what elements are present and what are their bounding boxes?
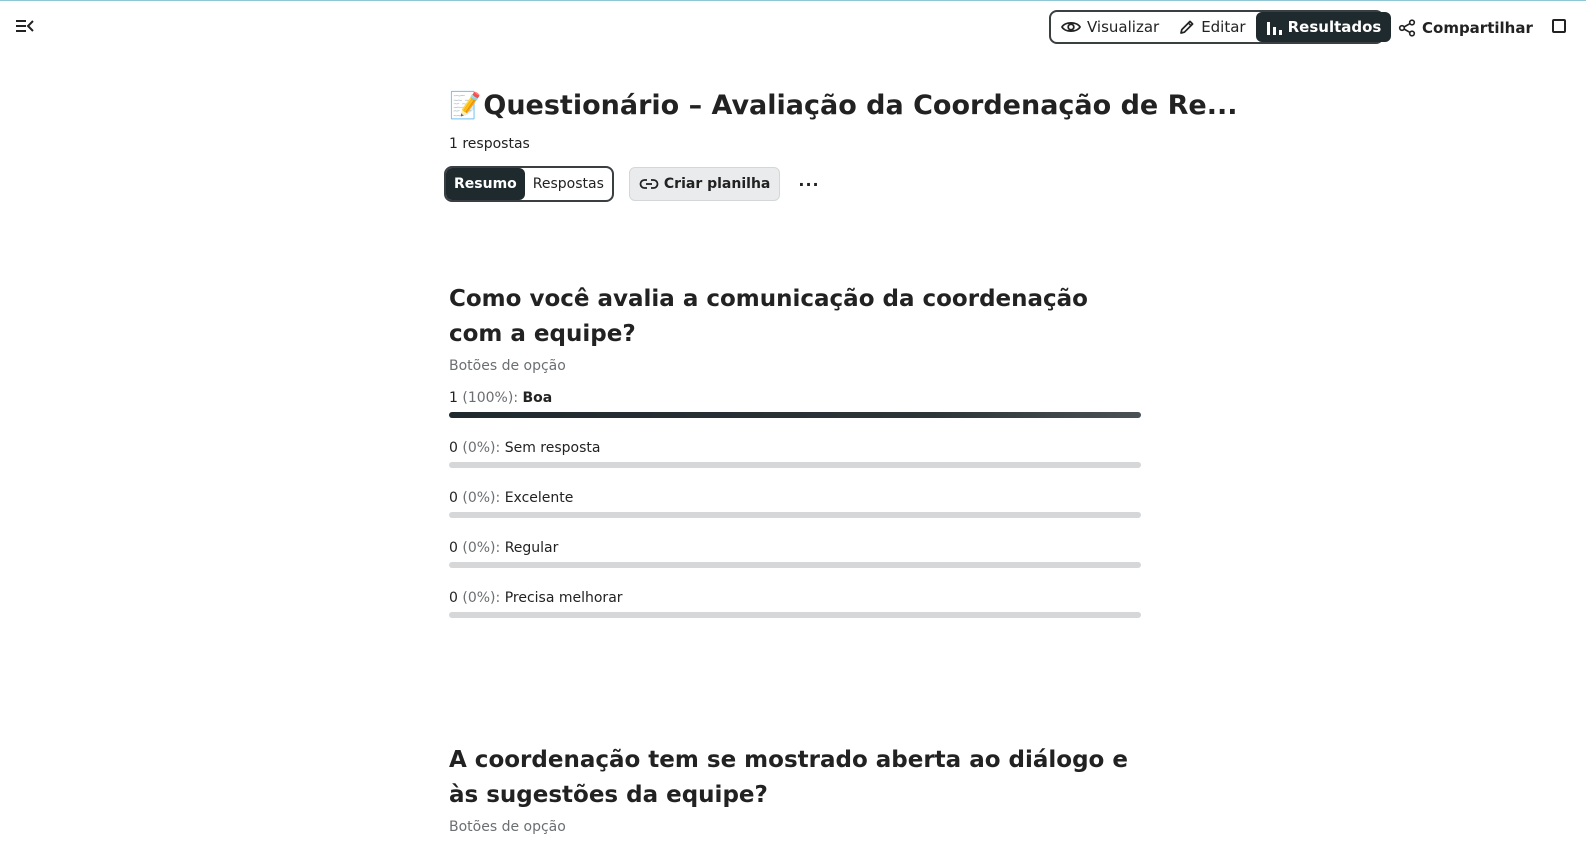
create-spreadsheet-label: Criar planilha: [663, 176, 771, 192]
memo-emoji: 📝: [449, 91, 482, 121]
option-bar-fill: [449, 412, 1141, 418]
option-name: Boa: [522, 390, 553, 406]
option-name: Excelente: [504, 490, 574, 506]
question-title: A coordenação tem se mostrado aberta ao diálogo e às sugestões da equipe?: [449, 747, 1128, 808]
option-result: [449, 538, 1149, 588]
option-bar-track: [449, 462, 1141, 468]
view-button-label: Visualizar: [1087, 18, 1160, 36]
view-button[interactable]: [1051, 12, 1169, 42]
option-percent: (0%):: [462, 590, 501, 606]
option-bar-track: [449, 412, 1141, 418]
results-button-label: Resultados: [1287, 18, 1382, 36]
option-count: 0: [449, 540, 458, 556]
results-tabs: [444, 166, 614, 202]
page-title-text: Questionário – Avaliação da Coordenação de Re...: [483, 90, 1238, 121]
question-card: [449, 282, 1149, 638]
view-mode-switch: [1049, 10, 1384, 44]
tab-summary[interactable]: Resumo: [446, 168, 525, 200]
responses-count: 1 respostas: [449, 136, 530, 152]
share-icon: [1398, 19, 1416, 37]
more-options-button[interactable]: ···: [798, 174, 820, 194]
link-icon: [640, 178, 658, 190]
option-bar-track: [449, 512, 1141, 518]
page-title: [449, 82, 1238, 130]
options-list: [449, 388, 1149, 638]
option-count: 0: [449, 590, 458, 606]
option-result: [449, 588, 1149, 638]
question-type: Botões de opção: [449, 358, 566, 374]
option-bar-track: [449, 612, 1141, 618]
results-button[interactable]: [1256, 12, 1392, 42]
question-title: Como você avalia a comunicação da coordenação com a equipe?: [449, 286, 1088, 347]
option-bar-track: [449, 562, 1141, 568]
share-button-label: Compartilhar: [1422, 19, 1533, 37]
share-button[interactable]: [1398, 15, 1533, 41]
top-progress-line: [0, 0, 1586, 1]
option-count: 0: [449, 440, 458, 456]
option-percent: (0%):: [462, 440, 501, 456]
question-card: [449, 743, 1149, 835]
pencil-icon: [1179, 19, 1195, 35]
tab-responses[interactable]: Respostas: [532, 176, 604, 192]
option-name: Sem resposta: [504, 440, 601, 456]
option-result: [449, 488, 1149, 538]
create-spreadsheet-button[interactable]: [629, 167, 780, 201]
eye-icon: [1061, 20, 1081, 34]
option-percent: (0%):: [462, 490, 501, 506]
results-toolbar: [444, 166, 826, 202]
option-result: [449, 438, 1149, 488]
option-name: Regular: [504, 540, 559, 556]
question-type: Botões de opção: [449, 819, 566, 835]
option-percent: (100%):: [462, 390, 519, 406]
option-name: Precisa melhorar: [504, 590, 623, 606]
option-count: 0: [449, 490, 458, 506]
collapse-menu-icon[interactable]: [14, 16, 36, 36]
edit-button[interactable]: [1169, 12, 1255, 42]
sidebar-toggle-icon[interactable]: [1552, 19, 1566, 33]
bar-chart-icon: [1266, 18, 1282, 36]
option-percent: (0%):: [462, 540, 501, 556]
option-count: 1: [449, 390, 458, 406]
edit-button-label: Editar: [1201, 18, 1246, 36]
form-header: [449, 82, 1238, 194]
option-result: [449, 388, 1149, 438]
